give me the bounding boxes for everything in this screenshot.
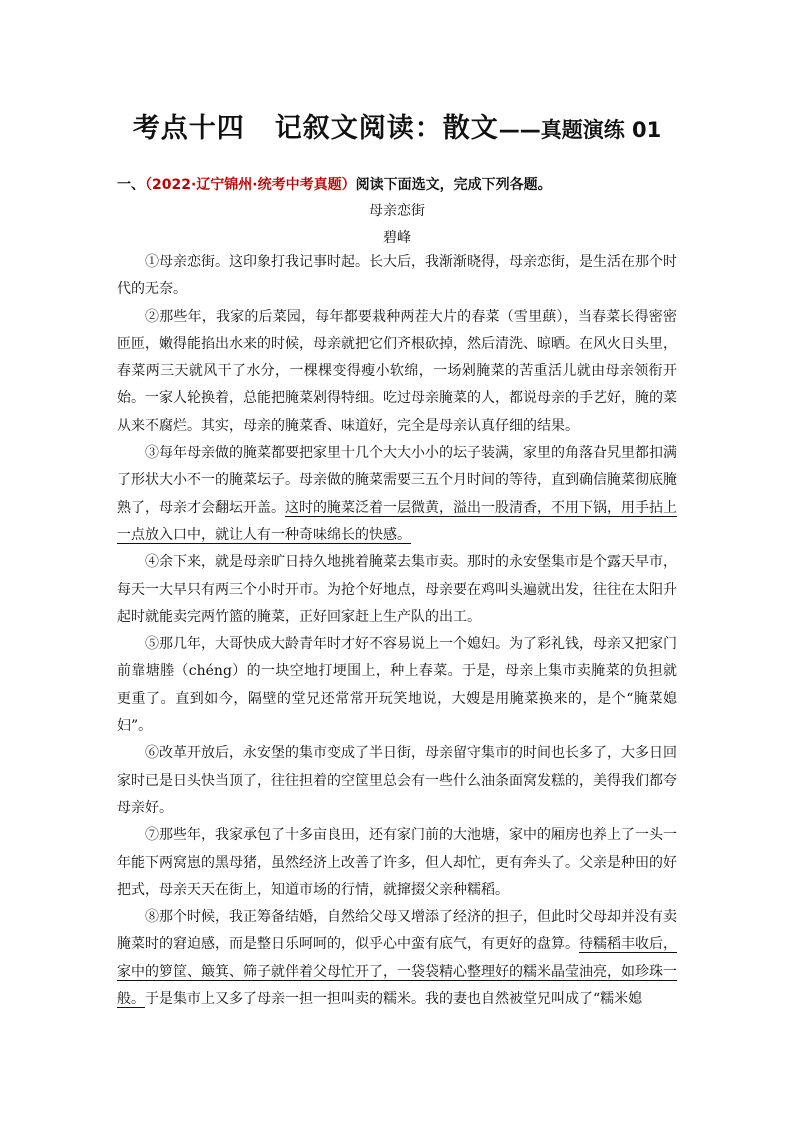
question-number: 一、 — [117, 177, 145, 193]
paragraph-1: ①母亲恋街。这印象打我记事时起。长大后，我渐渐晓得，母亲恋街，是生活在那个时代的无奈。 — [117, 254, 677, 298]
article-title: 母亲恋街 — [369, 203, 425, 219]
title-topic: 记叙文阅读：散文 — [274, 113, 499, 144]
paragraph-3 — [117, 440, 677, 549]
question-instruction: 阅读下面选文，完成下列各题。 — [355, 177, 552, 193]
article-author: 碧峰 — [383, 230, 411, 246]
paragraph-6: ⑥改革开放后，永安堡的集市变成了半日街，母亲留守集市的时间也长多了，大多日回家时已是日头快当顶了，往往担着的空筐里总会有一些什么油条面窝发糕的，美得我们都夸母亲好。 — [117, 745, 677, 816]
paragraph-7: ⑦那些年，我家承包了十多亩良田，还有家门前的大池塘，家中的厢房也养上了一头一年能下两窝崽的黑母猪，虽然经济上改善了许多，但人却忙，更有奔头了。父亲是种田的好把式，母亲天天在街上，知道市场的行情，就撺掇父亲种糯稻。 — [117, 827, 677, 898]
title-main: 考点十四 — [132, 113, 245, 144]
question-source: （2022·辽宁锦州·统考中考真题） — [145, 177, 356, 193]
paragraph-3-text: ③每年母亲做的腌菜都要把家里十几个大大小小的坛子装满，家里的角落旮旯里都扣满了形状大小不一的腌菜坛子。母亲做的腌菜需要三五个月时间的等待，直到确信腌菜彻底腌熟了，母亲才会翻坛开盖。 — [117, 445, 677, 516]
paragraph-4: ④余下来，就是母亲旷日持久地挑着腌菜去集市卖。那时的永安堡集市是个露天早市，每天一大早只有两三个小时开市。为抢个好地点，母亲要在鸡叫头遍就出发，往往在太阳升起时就能卖完两竹篮的腌菜，正好回家赶上生产队的出工。 — [117, 554, 677, 625]
title-suffix: ——真题演练 01 — [498, 118, 662, 142]
page-title — [0, 106, 794, 145]
paragraph-2: ②那些年，我家的后菜园，每年都要栽种两茬大片的春菜（雪里蕻），当春菜长得密密匝匝，嫩得能掐出水来的时候，母亲就把它们齐根砍掉，然后清洗、晾晒。在风火日头里，春菜两三天就风干了水分，一棵棵变得瘦小软绵，一场剁腌菜的苦重活儿就由母亲领衔开始。一家人轮换着，总能把腌菜剁得特细。吃过母亲腌菜的人，都说母亲的手艺好，腌的菜从来不腐烂。其实，母亲的腌菜香、味道好，完全是母亲认真仔细的结果。 — [117, 308, 677, 434]
underlined-sentence-1: 这时的腌菜泛着一层微黄，溢出一股清香，不用下锅，用手拈上一点放入口中，就让人有一种奇味绵长的快感。 — [117, 499, 677, 543]
question-header — [117, 174, 552, 194]
paragraph-8-text: ⑧那个时候，我正筹备结婚，自然给父母又增添了经济的担子，但此时父母却并没有卖腌菜时的窘迫感，而是整日乐呵呵的，似乎心中蛮有底气，有更好的盘算。 — [117, 909, 677, 953]
underlined-sentence-2: 待糯稻丰收后，家中的箩筐、簸箕、筛子就伴着父母忙开了，一袋袋精心整理好的糯米晶莹油亮，如珍珠一般。 — [117, 936, 677, 1008]
paragraph-8-tail: 于是集市上又多了母亲一担一担叫卖的糯米。我的妻也自然被堂兄叫成了“糯米媳 — [145, 991, 643, 1008]
paragraph-8 — [117, 904, 677, 1013]
paragraph-5: ⑤那几年，大哥快成大龄青年时才好不容易说上一个媳妇。为了彩礼钱，母亲又把家门前靠塘塍（chéng）的一块空地打埂围上，种上春菜。于是，母亲上集市卖腌菜的负担就更重了。直到如今，隔壁的堂兄还常常开玩笑地说，大嫂是用腌菜换来的，是个“腌菜媳妇”。 — [117, 636, 677, 735]
article-body — [117, 249, 677, 1013]
